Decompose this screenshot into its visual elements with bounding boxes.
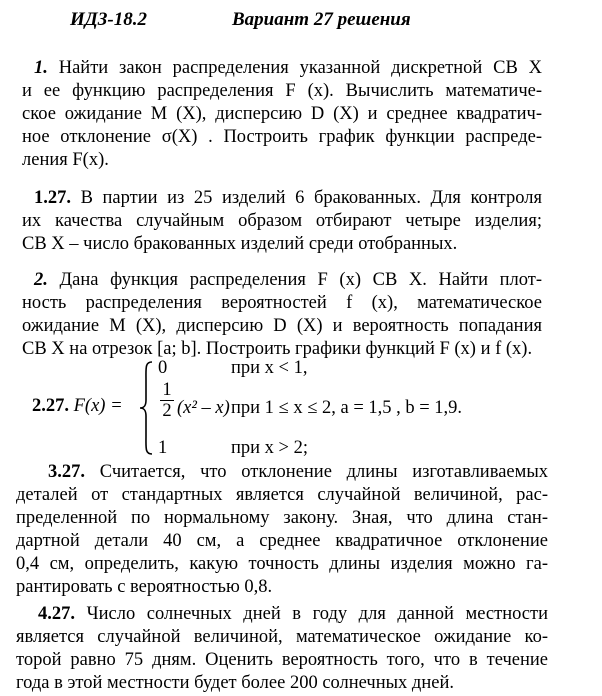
left-brace-icon [138,360,154,456]
task-3-27-line-2: деталей от стандартных является случайной величиной, рас- [16,485,548,505]
task-1-line-3: ское ожидание M (X), дисперсию D (X) и среднее квадратич- [22,104,542,124]
task-1-27-line-3: СВ X – число бракованных изделий среди отобранных. [22,234,458,254]
page-header [70,9,411,31]
case-3-condition: при x > 2; [231,438,308,458]
task-3-27-line-1: 3.27. Считается, что отклонение длины изготавливаемых [48,462,548,482]
task-3-27-line-3: пределенной по нормальному закону. Зная, что длина стан- [16,508,548,528]
task-3-27-line-4: дартной детали 40 см, а среднее квадратичное отклонение [16,531,548,551]
task-2-line-1: 2. Дана функция распределения F (x) СВ X. Найти плот- [34,270,543,290]
task-1-27-line-1: 1.27. В партии из 25 изделий 6 бракованных. Для контроля [34,188,542,208]
case-2-fraction [160,380,174,421]
task-3-27 [16,461,548,599]
formula-label: 2.27. F(x) = [32,396,123,416]
task-2 [22,269,584,361]
case-1-condition: при x < 1, [231,358,308,378]
fraction-numerator: 1 [162,380,172,400]
task-4-27-line-1: 4.27. Число солнечных дней в году для данной местности [38,604,549,624]
task-1-line-5: ления F(x). [22,150,109,170]
task-2-line-4: СВ X на отрезок [a; b]. Построить графики функций F (x) и f (x). [22,339,533,359]
task-1-line-2: и ее функцию распределения F (x). Вычислить математиче- [22,81,542,101]
task-4-27 [16,603,548,695]
task-4-27-line-2: является случайной величиной, математическое ожидание ко- [16,627,548,647]
task-2-line-3: ожидание M (X), дисперсию D (X) и вероятность попадания [22,316,542,336]
case-1-value: 0 [158,358,168,378]
header-variant: Вариант 27 решения [232,9,411,30]
case-3-value: 1 [158,438,168,458]
task-2-line-2: ность распределения вероятностей f (x), математическое [22,293,542,313]
case-2-expression: (x² – x) [177,398,230,418]
fraction-denominator: 2 [162,401,172,421]
task-3-27-line-5: 0,4 см, определить, какую точность длины изделия можно га- [16,554,548,574]
task-1-27-line-2: их качества случайным образом отбирают четыре изделия; [22,211,542,231]
task-4-27-line-3: торой равно 75 дням. Оценить вероятность того, что в течение [16,650,548,670]
case-2-condition: при 1 ≤ x ≤ 2, a = 1,5 , b = 1,9. [231,398,463,418]
task-1-27 [22,187,542,256]
task-1 [22,57,542,172]
header-title: ИДЗ-18.2 [70,9,148,30]
task-1-line-1: 1. Найти закон распределения указанной дискретной СВ X [34,58,542,78]
task-1-line-4: ное отклонение σ(X) . Построить график функции распреде- [22,127,542,147]
task-4-27-line-4: года в этой местности будет более 200 солнечных дней. [16,673,454,693]
formula-2-27 [0,358,602,458]
task-3-27-line-6: рантировать с вероятностью 0,8. [16,577,273,597]
